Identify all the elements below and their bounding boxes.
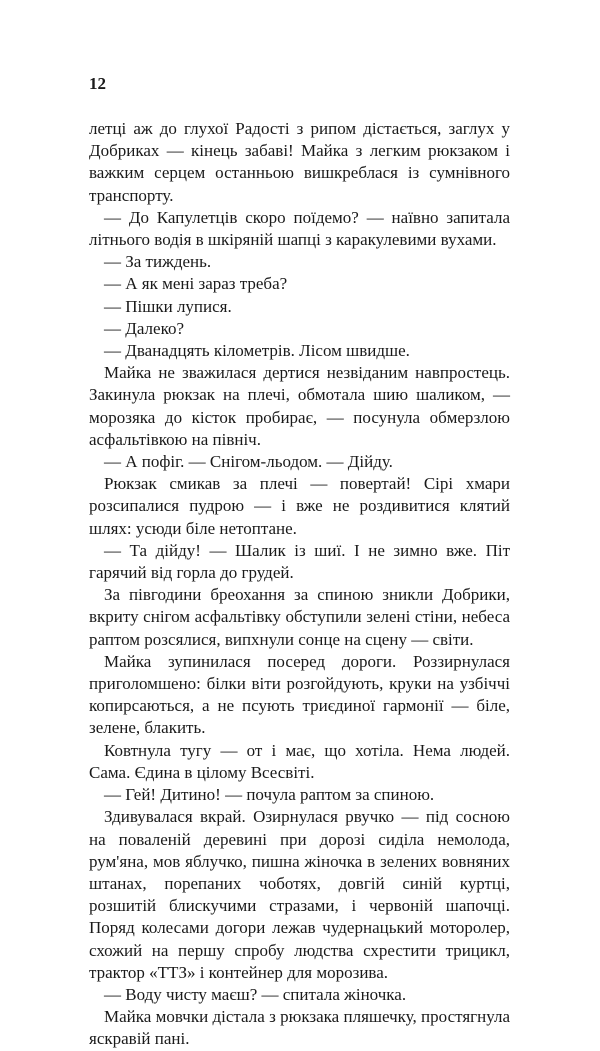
paragraph: летці аж до глухої Радості з рипом дістається, заглух у Добриках — кінець забаві! Майка з легким рюкзаком і важким серцем останньою вишкреблася із сумнівного транспорту. (89, 119, 510, 205)
paragraph: — А пофіг. — Снігом-льодом. — Дійду. (104, 452, 393, 472)
paragraph: — Воду чисту маєш? — спитала жіночка. (104, 984, 407, 1004)
paragraph: — До Капулетців скоро поїдемо? — наївно запитала літнього водія в шкіряній шапці з каракулевими вухами. (89, 207, 510, 250)
page-number: 12 (89, 74, 106, 93)
paragraph: Здивувалася вкрай. Озирнулася рвучко — під сосною на поваленій деревині при дорозі сиділа немолода, рум'яна, мов яблучко, пишна жіночка в зелених вовняних штанах, порепаних чоботях, довгій синій куртці, розшитій блискучими стразами, і червоній шапочці. Поряд колесами догори лежав чудернацький моторолер, схожий на першу спробу людства схрестити трицикл, трактор «ТТЗ» і контейнер для морозива. (89, 807, 510, 982)
body-text (89, 118, 510, 1051)
paragraph: — За тиждень. (104, 252, 212, 272)
paragraph: Ковтнула тугу — от і має, що хотіла. Нема людей. Сама. Єдина в цілому Всесвіті. (89, 740, 510, 782)
paragraph: Майка мовчки дістала з рюкзака пляшечку, простягнула яскравій пані. (89, 1007, 510, 1049)
paragraph: Майка зупинилася посеред дороги. Роззирнулася приголомшено: білки віти розгойдують, круки на узбіччі копирсаються, а не псують триєдиної гармонії — біле, зелене, блакить. (89, 651, 510, 738)
paragraph: — А як мені зараз треба? (104, 274, 288, 294)
paragraph: — Гей! Дитино! — почула раптом за спиною. (104, 785, 435, 805)
paragraph: — Та дійду! — Шалик із шиї. І не зимно вже. Піт гарячий від горла до грудей. (89, 540, 510, 583)
paragraph: — Дванадцять кілометрів. Лісом швидше. (104, 341, 410, 361)
paragraph: За півгодини бреохання за спиною зникли Добрики, вкриту снігом асфальтівку обступили зелені стіни, небеса раптом розсялися, випхнули сонце на сцену — світи. (89, 585, 510, 649)
paragraph: Майка не зважилася дертися незвіданим навпростець. Закинула рюкзак на плечі, обмотала шию шаликом, — морозяка до кісток пробирає, — посунула обмерзлою асфальтівкою на північ. (89, 363, 510, 449)
paragraph: Рюкзак смикав за плечі — повертай! Сірі хмари розсипалися пудрою — і вже не роздивитися клятий шлях: усюди біле нетоптане. (89, 474, 510, 538)
paragraph: — Пішки лупися. (104, 296, 232, 316)
paragraph: — Далеко? (104, 318, 185, 338)
